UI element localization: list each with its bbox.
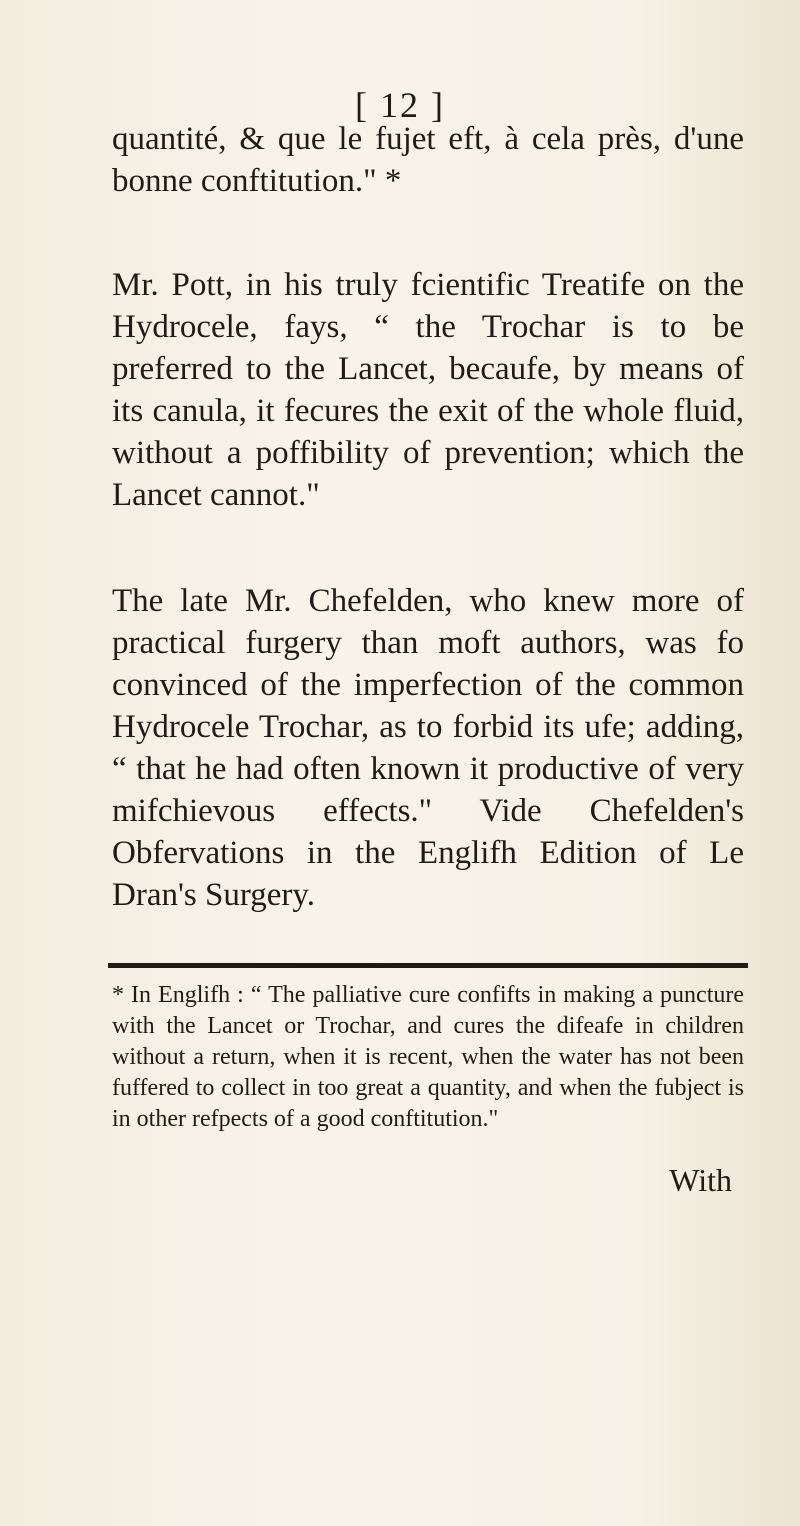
paragraph-2: Mr. Pott, in his truly fcientific Treatife on the Hydrocele, fays, “ the Trochar is to be preferred to the Lancet, becaufe, by means of its canula, it fecures the exit of the whole fluid, without a poffibility of prevention; which the Lancet cannot." [112, 267, 744, 513]
footnote-divider [108, 963, 748, 968]
paragraph-1: quantité, & que le fujet eft, à cela près, d'une bonne conftitution." * [112, 121, 744, 199]
paragraph-3: The late Mr. Chefelden, who knew more of practical furgery than moft authors, was fo convinced of the imperfection of the common Hydrocele Trochar, as to forbid its ufe; adding, “ that he had often known it productive of very mifchievous effects." Vide Chefelden's Obfervations in the Englifh Edition of Le Dran's Surgery. [112, 583, 744, 913]
catchword: With [669, 1162, 732, 1198]
footnote: * In Englifh : “ The palliative cure confifts in making a puncture with the Lancet or Trochar, and cures the difeafe in children without a return, when it is recent, when the water has not been fuffered to collect in too great a quantity, and when the fubject is in other refpects of a good conftitution." [112, 982, 744, 1132]
page-number: [ 12 ] [355, 85, 445, 125]
